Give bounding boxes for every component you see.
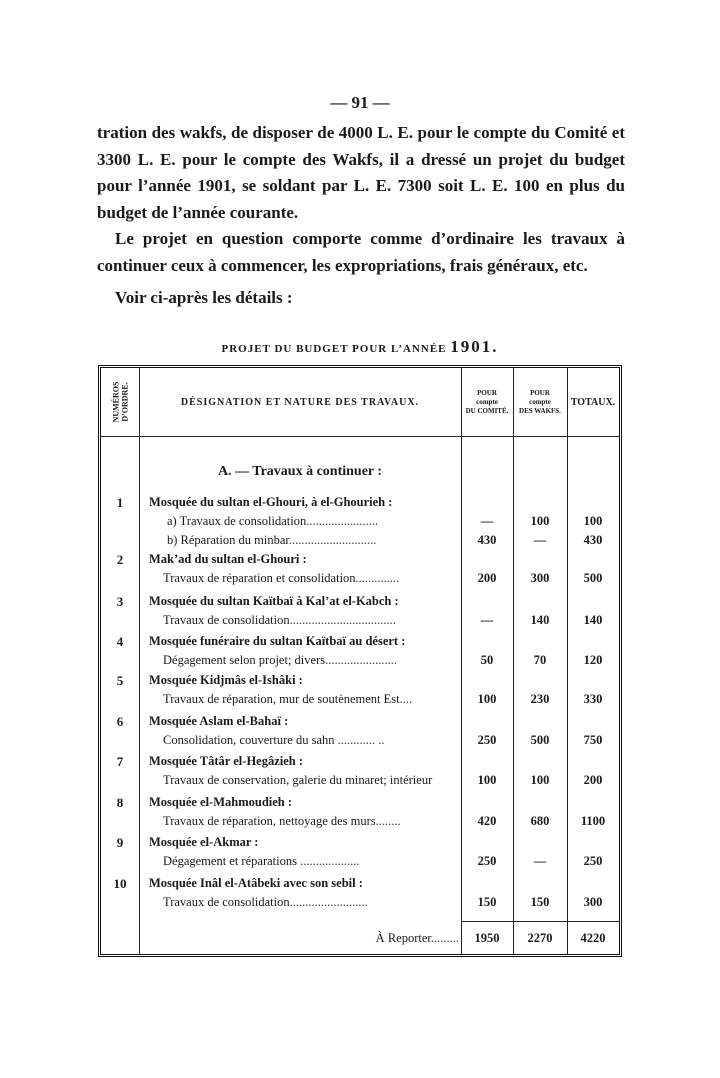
row-number: 8 (116, 795, 124, 810)
header-comite-line3: DU COMITÉ. (465, 406, 509, 415)
table-row (101, 513, 619, 530)
cell-total: 120 (583, 653, 603, 667)
row-number: 2 (116, 552, 124, 567)
report-total: 4220 (580, 931, 606, 945)
row-designation: Mosquée funéraire du sultan Kaïtbaï au désert : (149, 634, 406, 648)
row-designation-text: Travaux de réparation et consolidation (163, 571, 356, 585)
intro-paragraph-2: Le projet en question comporte comme d’ordinaire les travaux à continuer ceux à commencer, les expropriations, frais généraux, etc. (97, 229, 625, 275)
table-row (101, 652, 619, 669)
table-row (101, 633, 619, 650)
row-designation: Travaux de consolidation.................................. (163, 613, 396, 627)
row-designation: Travaux de réparation et consolidation.............. (163, 571, 400, 585)
header-wakfs-line3: DES WAKFS. (519, 406, 561, 415)
row-number: 10 (113, 876, 127, 891)
cell-wakfs: 140 (530, 613, 550, 627)
header-wakfs-line1: POUR (530, 388, 550, 397)
table-row (101, 672, 619, 689)
table-row (101, 532, 619, 549)
table-row (101, 691, 619, 708)
row-designation-text: Travaux de consolidation (163, 895, 290, 909)
row-designation-text: b) Réparation du minbar (167, 533, 289, 547)
cell-wakfs: 230 (530, 692, 550, 706)
row-designation-text: a) Travaux de consolidation (167, 514, 307, 528)
row-designation: Mosquée Inâl el-Atâbeki avec son sebil : (149, 876, 363, 890)
cell-comite: 50 (480, 653, 494, 667)
row-designation: Mosquée Tâtâr el-Hegâzieh : (149, 754, 304, 768)
header-comite (461, 368, 513, 436)
row-designation: Mosquée du sultan el-Ghouri, à el-Ghourieh : (149, 495, 393, 509)
cell-total: 1100 (580, 814, 606, 828)
row-number: 5 (116, 673, 124, 688)
row-number: 3 (116, 594, 124, 609)
cell-comite: 100 (477, 692, 497, 706)
report-label: À Reporter......... (375, 931, 459, 945)
intro-text (97, 120, 625, 312)
cell-total: 250 (583, 854, 603, 868)
cell-total: 200 (583, 773, 603, 787)
table-row (101, 612, 619, 629)
table-title (0, 337, 720, 357)
report-label-text: À Reporter (375, 931, 431, 945)
row-designation-text: Travaux de réparation, nettoyage des murs (163, 814, 376, 828)
header-numeros (101, 368, 139, 436)
row-designation-text: Consolidation, couverture du sahn (163, 733, 335, 747)
page-number: — 91 — (330, 93, 390, 112)
header-comite-line1: POUR (477, 388, 497, 397)
cell-total: 100 (583, 514, 603, 528)
table-row (101, 772, 619, 789)
row-designation: Travaux de conservation, galerie du minaret; intérieur (163, 773, 433, 787)
intro-paragraph-3: Voir ci-après les détails : (115, 288, 293, 307)
cell-total: 330 (583, 692, 603, 706)
cell-wakfs: 300 (530, 571, 550, 585)
header-wakfs (513, 368, 567, 436)
row-designation: b) Réparation du minbar............................ (167, 533, 377, 547)
cell-total: 300 (583, 895, 603, 909)
table-row (101, 732, 619, 749)
table-row (101, 570, 619, 587)
row-designation: Mosquée Aslam el-Bahaï : (149, 714, 289, 728)
row-number: 7 (116, 754, 124, 769)
table-row (101, 593, 619, 610)
cell-wakfs: 100 (530, 773, 550, 787)
row-designation-text: Dégagement et réparations (163, 854, 297, 868)
row-designation: Travaux de consolidation......................... (163, 895, 368, 909)
row-designation: Mosquée el-Akmar : (149, 835, 259, 849)
cell-wakfs: 100 (530, 514, 550, 528)
cell-wakfs: 500 (530, 733, 550, 747)
cell-comite: 250 (477, 733, 497, 747)
cell-total: 500 (583, 571, 603, 585)
table-row (101, 551, 619, 568)
intro-paragraph-1: tration des wakfs, de disposer de 4000 L. E. pour le compte du Comité et 3300 L. E. pour le compte des Wakfs, il a dressé un projet du budget pour l’année 1901, se soldant par L. E. 7300 soit L. E. 100 en plus du budget de l’année courante. (97, 123, 625, 222)
table-row (101, 894, 619, 911)
header-wakfs-line2: compte (529, 397, 551, 406)
cell-comite: 150 (477, 895, 497, 909)
report-rule (461, 921, 619, 922)
row-designation: Travaux de réparation, mur de soutènement Est.... (163, 692, 413, 706)
cell-total: 140 (583, 613, 603, 627)
row-designation: Mosquée el-Mahmoudieh : (149, 795, 293, 809)
row-designation-text: Travaux de consolidation (163, 613, 290, 627)
cell-total: 750 (583, 733, 603, 747)
cell-wakfs: 680 (530, 814, 550, 828)
row-number: 1 (116, 495, 124, 510)
row-designation-text: Travaux de réparation, mur de soutènement Est (163, 692, 400, 706)
header-numeros-line1: NUMÉROS (111, 381, 121, 423)
report-comite: 1950 (474, 931, 500, 945)
cell-comite: 100 (477, 773, 497, 787)
row-number: 4 (116, 634, 124, 649)
cell-comite: 430 (477, 533, 497, 547)
table-row (101, 834, 619, 851)
cell-wakfs: 150 (530, 895, 550, 909)
row-designation: Mosquée du sultan Kaïtbaï à Kal’at el-Kabch : (149, 594, 399, 608)
row-number: 9 (116, 835, 124, 850)
table-title-text: PROJET DU BUDGET POUR L’ANNÉE (221, 343, 447, 355)
header-comite-line2: compte (476, 397, 498, 406)
row-designation: Dégagement et réparations ................... (163, 854, 360, 868)
table-row (101, 794, 619, 811)
row-designation-text: Dégagement selon projet; divers (163, 653, 326, 667)
cell-total: 430 (583, 533, 603, 547)
row-designation: a) Travaux de consolidation....................... (167, 514, 379, 528)
header-numeros-line2: D’ORDRE. (120, 382, 130, 422)
row-designation: Dégagement selon projet; divers....................... (163, 653, 397, 667)
header-totaux: TOTAUX. (570, 396, 616, 408)
row-designation: Travaux de réparation, nettoyage des murs........ (163, 814, 401, 828)
cell-comite: — (480, 613, 494, 627)
row-number: 6 (116, 714, 124, 729)
table-row (101, 813, 619, 830)
report-wakfs: 2270 (527, 931, 553, 945)
cell-wakfs: — (533, 533, 547, 547)
budget-table (98, 365, 622, 957)
report-row (101, 930, 619, 947)
cell-wakfs: — (533, 854, 547, 868)
section-heading: A. — Travaux à continuer : (217, 464, 383, 479)
cell-wakfs: 70 (533, 653, 547, 667)
table-row (101, 494, 619, 511)
cell-comite: 200 (477, 571, 497, 585)
cell-comite: 420 (477, 814, 497, 828)
table-title-year: 1901. (450, 337, 499, 356)
row-designation: Mak’ad du sultan el-Ghouri : (149, 552, 307, 566)
row-designation: Mosquée Kidjmâs el-Ishâki : (149, 673, 303, 687)
row-designation: Consolidation, couverture du sahn ............ .. (163, 733, 385, 747)
table-row (101, 753, 619, 770)
table-row (101, 875, 619, 892)
header-rule (101, 436, 619, 437)
cell-comite: 250 (477, 854, 497, 868)
cell-comite: — (480, 514, 494, 528)
table-row (101, 853, 619, 870)
table-row (101, 713, 619, 730)
header-designation: DÉSIGNATION ET NATURE DES TRAVAUX. (180, 396, 420, 408)
